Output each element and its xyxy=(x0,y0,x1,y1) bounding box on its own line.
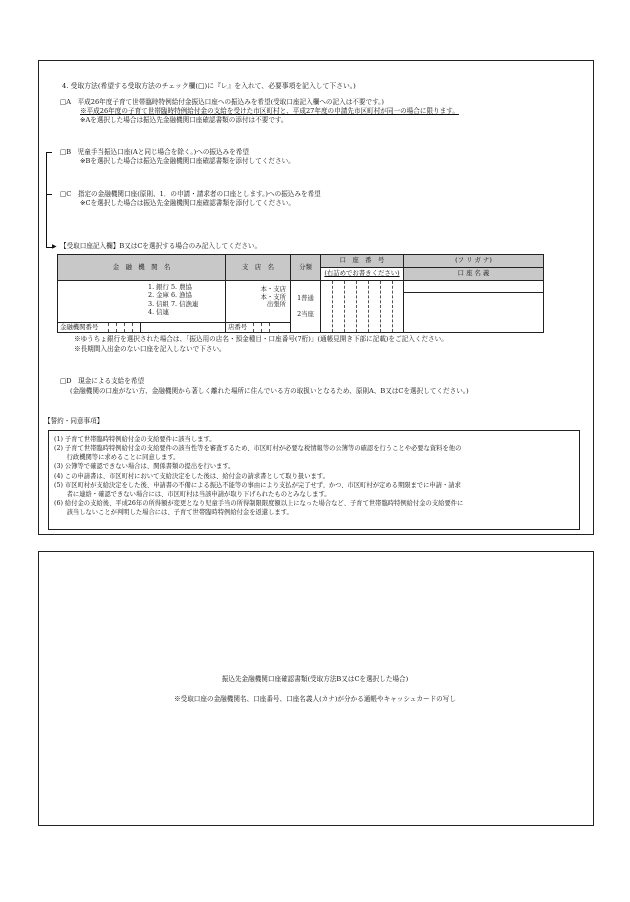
branch-code-field[interactable] xyxy=(226,323,291,333)
consent-item: (4) この申請書は、市区町村において支給決定をした後は、給付金の請求書として取り扱います。 xyxy=(54,472,329,480)
consent-item: 行政機関等に求めることに同意します。 xyxy=(54,454,180,462)
consent-item: (2) 子育て世帯臨時特例給付金の支給要件の該当性等を審査するため、市区町村が必要な税情報等の公簿等の確認を行うことや必要な資料を他の xyxy=(54,445,462,453)
account-number-field[interactable] xyxy=(321,281,404,333)
consent-item: (3) 公簿等で確認できない場合は、関係書類の提出を行います。 xyxy=(54,463,235,471)
header-account-number: 口 座 番 号 xyxy=(321,255,404,268)
account-type-field[interactable] xyxy=(291,281,321,333)
header-bank-name: 金 融 機 関 名 xyxy=(58,255,226,281)
bracket-tick-c xyxy=(46,194,52,195)
digit-separator xyxy=(108,323,109,332)
bank-code-end xyxy=(140,323,141,332)
option-b-note: ※Bを選択した場合は振込先金融機関口座確認書類を添付してください。 xyxy=(80,157,295,165)
option-a-note-no-attachment: ※Aを選択した場合は振込先金融機関口座確認書類の添付は不要です。 xyxy=(80,116,288,124)
option-a-checkbox-label[interactable]: □A 平成26年度子育て世帯臨時特例給付金振込口座への振込みを希望(受取口座記入欄への記入は不要です。) xyxy=(60,98,385,106)
branch-code-label: 店番号 xyxy=(228,323,248,331)
consent-item: (6) 給付金の支給後、平成26年の所得額が変更となり児童手当の所得制限限度額以上になった場合など、子育て世帯臨時特例給付金の支給要件に xyxy=(54,499,464,507)
bank-type-options xyxy=(148,283,198,316)
digit-separator xyxy=(356,281,357,332)
attachment-area[interactable] xyxy=(38,551,594,826)
bank-type-row-1: 1. 銀行 5. 農協 xyxy=(148,283,192,291)
dormant-account-note: ※長期間入出金のない口座を記入しないで下さい。 xyxy=(74,345,226,353)
bank-code-field[interactable] xyxy=(58,323,226,333)
digit-separator xyxy=(116,323,117,332)
digit-separator xyxy=(332,281,333,332)
arrow-right-icon: ▶ xyxy=(52,243,57,250)
header-account-number-note xyxy=(321,268,404,281)
digit-separator xyxy=(253,323,254,332)
option-b-checkbox-label[interactable]: □B 児童手当振込口座(Aと同じ場合を除く。)への振込みを希望 xyxy=(60,148,249,156)
yucho-note: ※ゆうちょ銀行を選択された場合は、「振込用の店名・預金種目・口座番号(7桁)」(通帳見開き下部に記載)をご記入ください。 xyxy=(74,335,448,343)
bank-type-row-2: 2. 金庫 6. 漁協 xyxy=(148,291,192,300)
account-holder-field[interactable] xyxy=(404,281,544,333)
bank-type-row-3: 3. 信組 7. 信漁連 xyxy=(148,299,199,308)
consent-item: 該当しないことが判明した場合には、子育て世帯臨時特例給付金を返還します。 xyxy=(54,509,293,516)
header-branch-name: 支 店 名 xyxy=(226,255,291,281)
digit-separator xyxy=(344,281,345,332)
bank-type-row-4: 4. 信連 xyxy=(148,307,169,316)
branch-type-3: 出張所 xyxy=(266,300,286,309)
account-type-checking: 2当座 xyxy=(297,309,314,318)
consent-item: (1) 子育て世帯臨時特例給付金の支給要件に該当します。 xyxy=(54,436,216,443)
right-align-note: (右詰めでお書きください) xyxy=(324,269,400,278)
account-entry-title: 【受取口座記入欄】B又はCを選択する場合のみ記入してください。 xyxy=(60,242,262,250)
attachment-title: 振込先金融機関口座確認書類(受取方法B又はCを選択した場合) xyxy=(221,675,409,683)
account-type-regular: 1普通 xyxy=(297,294,314,303)
digit-separator xyxy=(132,323,133,332)
option-d-checkbox-label[interactable]: □D 現金による支給を希望 xyxy=(60,377,145,385)
option-c-checkbox-label[interactable]: □C 指定の金融機関口座(原則、1．の申請・請求者の口座とします。)への振込みを希望 xyxy=(60,190,321,198)
bank-code-label: 金融機関番号 xyxy=(60,323,99,331)
header-account-holder: 口 座 名 義 xyxy=(404,268,544,281)
option-bracket-line xyxy=(46,152,47,248)
option-d-note: (金融機関の口座がない方、金融機関から著しく離れた場所に住んでいる方の取扱いとなるため、原則A、B又はCを選択してください。) xyxy=(70,387,469,395)
digit-separator xyxy=(269,323,270,332)
bank-name-field[interactable] xyxy=(58,281,226,323)
branch-name-field[interactable] xyxy=(226,281,291,323)
branch-type-1: 本・支店 xyxy=(260,285,286,293)
digit-separator xyxy=(380,281,381,332)
option-a-note-same-municipality: ※平成26年度の子育て世帯臨時特例給付金の支給を受けた市区町村と、平成27年度の申請先市区町村が同一の場合に限ります。 xyxy=(80,107,459,115)
consent-title: 【誓約・同意事項】 xyxy=(44,417,104,425)
branch-type-2: 本・支所 xyxy=(260,292,286,301)
branch-type-options xyxy=(260,286,286,309)
furigana-divider xyxy=(404,292,543,293)
consent-box xyxy=(48,430,580,530)
digit-separator xyxy=(124,323,125,332)
header-furigana: (フ リ ガ ナ) xyxy=(404,255,544,268)
digit-separator xyxy=(368,281,369,332)
account-entry-table xyxy=(57,254,544,333)
attachment-note: ※受取口座の金融機関名、口座番号、口座名義人(カナ)が分かる通帳やキャッシュカードの写し xyxy=(174,695,456,703)
header-account-type: 分類 xyxy=(291,255,321,281)
digit-separator xyxy=(261,323,262,332)
bracket-tick-b xyxy=(46,152,52,153)
option-c-note: ※Cを選択した場合は振込先金融機関口座確認書類を添付してください。 xyxy=(80,199,295,207)
digit-separator xyxy=(392,281,393,332)
section4-heading: 4. 受取方法(希望する受取方法のチェック欄(□)に『レ』を入れて、必要事項を記入して下さい。) xyxy=(62,82,356,90)
consent-item: (5) 市区町村が支給決定をした後、申請書の不備による振込不能等の事由により支払が完了せず、かつ、市区町村が定める期限までに申請・請求 xyxy=(54,481,461,489)
consent-item: 者に連絡・確認できない場合には、市区町村は当該申請が取り下げられたものとみなします。 xyxy=(54,490,331,498)
